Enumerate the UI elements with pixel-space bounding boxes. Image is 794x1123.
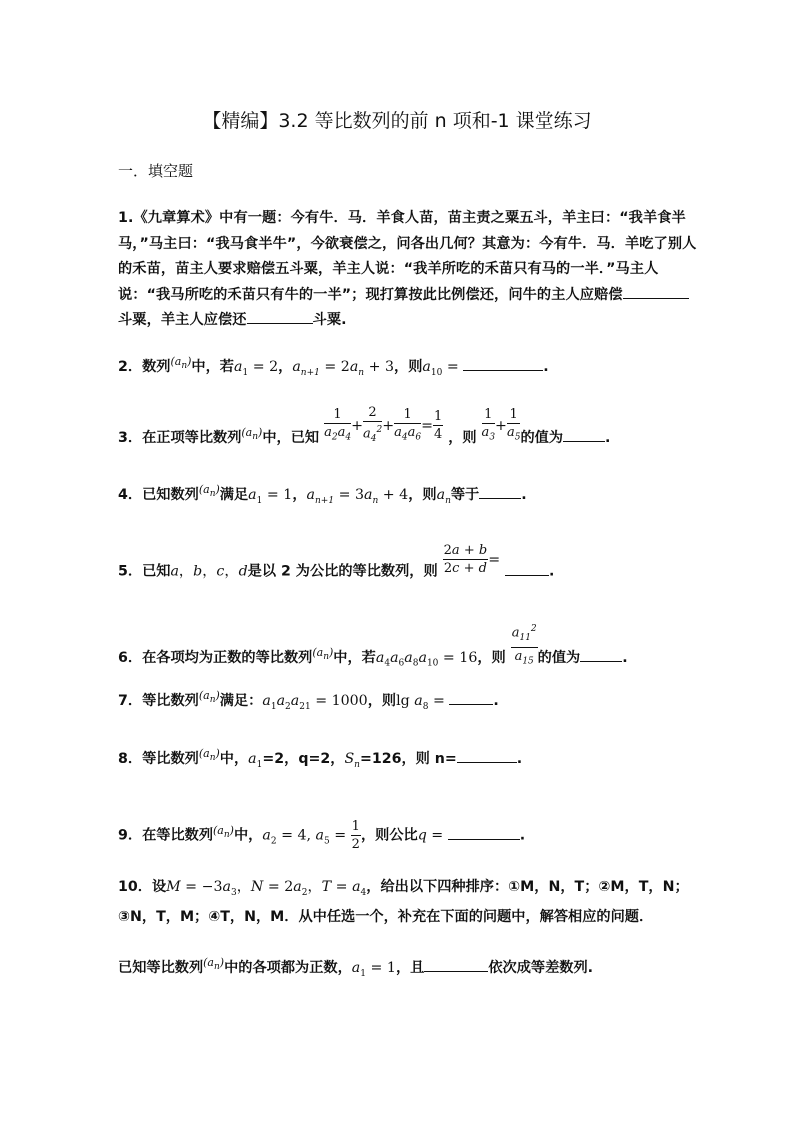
answer-blank[interactable] <box>479 484 521 499</box>
answer-blank[interactable] <box>563 427 605 442</box>
fraction: $\frac{1}{a_2a_4}$ <box>324 406 352 443</box>
fraction: $\frac{1}{a_5}$ <box>506 406 521 443</box>
fraction: $\frac{1}{a_3}$ <box>481 406 496 443</box>
question-6: 6．在各项均为正数的等比数列$^{(a_n)}$中，若$a_4a_6a_8a_{10} = 16$，则 $\frac{a_{11}^2}{a_{15}}$ 的值为 . <box>118 633 628 683</box>
fraction: $\frac{a_{11}^2}{a_{15}}$ <box>511 621 538 671</box>
problem-statement: 已知等比数列$^{(a_n)}$中的各项都为正数，$a_1 = 1$，且 依次成等差数列. <box>118 956 594 979</box>
question-1: 1.《九章算术》中有一题：今有牛．马．羊食人苗，苗主责之粟五斗，羊主曰：“我羊食半马，”马主曰：“我马食半牛”，今欲衰偿之，问各出几何？其意为：今有牛．马．羊吃了别人的禾苗，苗主人要求赔偿五斗粟，羊主人说：“我羊所吃的禾苗只有马的一半．”马主人说：“我马所吃的禾苗只有牛的一半”；现打算按此比例偿还，问牛的主人应赔偿斗粟，羊主人应偿还 斗粟. <box>118 210 697 328</box>
question-3: 3．在正项等比数列$^{(a_n)}$中，已知 $\frac{1}{a_2a_4}$ + $\frac{2}{a_4^2}$ + $\frac{1}{a_4a_6}$ = $\frac{1}{4}$ ，则 $\frac{1}{a_3}$ + $\frac{1}{a_5}$ 的值为 . <box>118 405 611 446</box>
answer-blank[interactable] <box>457 748 517 763</box>
question-2: 2．数列$^{(a_n)}$中，若$a_1 = 2$，$a_{n+1} = 2a_n + 3$，则$a_{10}$ = . <box>118 355 549 378</box>
fraction: $\frac{2}{a_4^2}$ <box>362 405 383 444</box>
question-4: 4．已知数列$^{(a_n)}$满足$a_1 = 1$，$a_{n+1} = 3a_n + 4$，则$a_n$等于 . <box>118 483 527 506</box>
question-8: 8．等比数列$^{(a_n)}$中，$a_1=2$，q=2，$S_n=126$，则 n= . <box>118 747 523 770</box>
answer-blank[interactable] <box>247 309 313 324</box>
question-1-text: 1.《九章算术》中有一题：今有牛．马．羊食人苗，苗主责之粟五斗，羊主曰：“我羊食半马，”马主曰：“我马食半牛”，今欲衰偿之，问各出几何？其意为：今有牛．马．羊吃了别人的禾苗，苗主人要求赔偿五斗粟，羊主人说：“我羊所吃的禾苗只有马的一半．”马主人说：“我马所吃的禾苗只有牛的一半”；现打算按此比例偿还，问牛的主人应赔偿 <box>118 210 697 303</box>
question-10-line-2: ③N，T，M；④T，N，M．从中任选一个，补充在下面的问题中，解答相应的问题． <box>118 909 654 925</box>
answer-blank[interactable] <box>623 284 689 299</box>
answer-blank[interactable] <box>580 647 622 662</box>
page-title: 【精编】3.2 等比数列的前 n 项和-1 课堂练习 <box>202 110 592 132</box>
fraction: $\frac{1}{a_4a_6}$ <box>394 406 422 443</box>
answer-blank[interactable] <box>505 561 549 576</box>
fraction: $\frac{1}{4}$ <box>433 409 443 443</box>
question-10: 10．设$M = -3a_3$，$N = 2a_2$，$T = a_4$，给出以下四种排序：①M，N，T；②M，T，N； <box>118 879 689 898</box>
question-7: 7．等比数列$^{(a_n)}$满足：$a_1a_2a_{21} = 1000$，则$\lg a_8$ = . <box>118 689 499 712</box>
answer-blank[interactable] <box>424 957 488 972</box>
fraction: $\frac{2a + b}{2c + d}$ <box>443 543 488 576</box>
section-heading: 一．填空题 <box>118 162 194 180</box>
answer-blank[interactable] <box>448 825 520 840</box>
fraction: $\frac{1}{2}$ <box>351 819 360 852</box>
answer-blank[interactable] <box>463 356 543 371</box>
answer-blank[interactable] <box>449 690 493 705</box>
question-5: 5．已知a，b，c，d是以 2 为公比的等比数列，则 $\frac{2a + b}{2c + d}$ = . <box>118 543 555 580</box>
question-9: 9．在等比数列$^{(a_n)}$中，$a_2 = 4$, $a_5$ = $\frac{1}{2}$ ，则公比q = . <box>118 819 526 852</box>
